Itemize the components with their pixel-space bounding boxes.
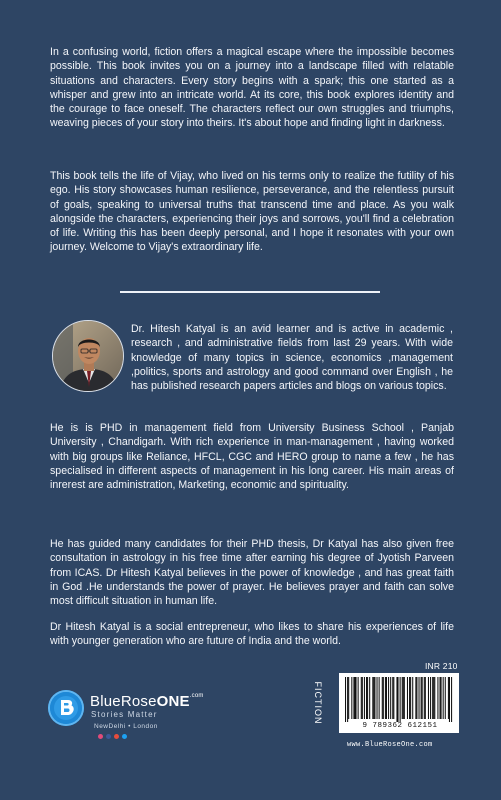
barcode-bar	[424, 677, 425, 719]
barcode-bar	[382, 677, 383, 719]
barcode-bar	[364, 677, 365, 719]
youtube-icon	[114, 734, 119, 739]
publisher-website: www.BlueRoseOne.com	[347, 741, 433, 749]
barcode-bar	[393, 677, 394, 719]
barcode-bar	[425, 677, 426, 719]
barcode-bar	[354, 677, 355, 719]
barcode-bar	[362, 677, 363, 719]
barcode-bar	[432, 677, 433, 719]
barcode-bar	[449, 677, 450, 723]
barcode-bar	[434, 677, 435, 719]
publisher-b-icon	[48, 690, 84, 726]
publisher-name-suffix: .com	[189, 693, 204, 699]
publisher-name-part1: BlueRose	[90, 693, 157, 710]
barcode-bar	[430, 677, 431, 719]
barcode-bar	[448, 677, 449, 719]
barcode-bar	[353, 677, 354, 719]
author-portrait-icon	[53, 321, 124, 392]
genre-label: FICTION	[313, 681, 323, 725]
barcode-bar	[428, 677, 429, 719]
barcode-bar	[383, 677, 384, 719]
barcode-bar	[347, 677, 348, 723]
facebook-icon	[106, 734, 111, 739]
publisher-logo	[48, 688, 238, 748]
barcode-bar	[388, 677, 389, 719]
barcode-bar	[396, 677, 397, 723]
barcode-bar	[379, 677, 380, 719]
barcode-bar	[402, 677, 403, 719]
barcode-bar	[400, 677, 401, 723]
barcode-bar	[369, 677, 370, 719]
barcode-bar	[345, 677, 346, 723]
author-bio-intro: Dr. Hitesh Katyal is an avid learner and is active in academic , research , and administrative fields from last 29 years. With wide knowledge of many topics in science, economics ,management ,politics, sports and astrology and good command over English , he has published research papers articles and blogs on various topics.	[131, 323, 453, 393]
barcode-bar	[367, 677, 368, 719]
barcode-bar	[385, 677, 386, 719]
author-bio-paragraph-3: He has guided many candidates for their PHD thesis, Dr Katyal has also given free consultation in astrology in his free time after earning his degree of Jyotish Parveen from ICAS. Dr Hitesh Katyal believes in the power of knowledge , and has great faith in God .He understands the power of prayer. He believes prayer and faith can solve most difficult situation in human life.	[50, 538, 454, 608]
twitter-icon	[122, 734, 127, 739]
publisher-locations: NewDelhi • London	[94, 723, 158, 730]
author-bio-paragraph-2: He is is PHD in management field from University Business School , Panjab University , Chandigarh. With rich experience in man-management , having worked with big groups like Reliance, HFCL, CGC and HERO group to name a few , he has specialised in different aspects of management in his long career. His main areas of inrerest are administration, Marketing, economic and spirituality.	[50, 422, 454, 492]
barcode-bar	[440, 677, 441, 719]
barcode-bar	[366, 677, 367, 719]
barcode-bar	[445, 677, 446, 719]
publisher-name-part2: ONE	[156, 693, 190, 710]
barcode-bar	[372, 677, 373, 719]
barcode-bar	[373, 677, 374, 719]
barcode-bar	[422, 677, 423, 719]
isbn-number: 9 789362 612151	[342, 722, 458, 730]
barcode-bar	[377, 677, 378, 719]
barcode-bar	[374, 677, 375, 719]
barcode-bar	[358, 677, 359, 719]
barcode-bar	[412, 677, 413, 719]
barcode-bar	[390, 677, 391, 719]
barcode-bar	[410, 677, 411, 719]
barcode-bar	[351, 677, 352, 719]
barcode-bar	[416, 677, 417, 719]
barcode-bar	[403, 677, 404, 719]
barcode-bar	[356, 677, 357, 719]
barcode-bar	[433, 677, 434, 719]
barcode-bar	[421, 677, 422, 719]
barcode-bar	[443, 677, 444, 719]
barcode-bar	[451, 677, 452, 723]
price-label: INR 210	[425, 661, 458, 671]
barcode-bar	[348, 677, 349, 719]
instagram-icon	[98, 734, 103, 739]
author-bio-paragraph-4: Dr Hitesh Katyal is a social entrepreneur, who likes to share his experiences of life with younger generation who are future of India and the world.	[50, 621, 454, 648]
barcode-bar	[361, 677, 362, 719]
barcode-bar	[386, 677, 387, 719]
barcode-bar	[407, 677, 408, 719]
barcode-bar	[404, 677, 405, 719]
barcode-bar	[409, 677, 410, 719]
barcode-bar	[441, 677, 442, 719]
barcode-bar	[437, 677, 438, 719]
barcode-icon	[339, 673, 459, 723]
section-divider	[120, 291, 380, 293]
publisher-name	[90, 693, 204, 710]
social-icons	[98, 734, 127, 739]
blurb-paragraph-2: This book tells the life of Vijay, who lived on his terms only to realize the futility of his ego. His story showcases human resilience, perseverance, and the relentless pursuit of goals, speaking to universal truths that transcend time and place. As you walk alongside the characters, experiencing their joys and sorrows, you'll find a celebration of life. Writing this has been deeply personal, and I hope it resonates with your own journey. Welcome to Vijay's extraordinary life.	[50, 170, 454, 254]
barcode-bar	[392, 677, 393, 719]
barcode-bar	[415, 677, 416, 719]
publisher-tagline: Stories Matter	[91, 710, 158, 719]
barcode-bar	[419, 677, 420, 719]
barcode-bar	[398, 677, 399, 723]
author-photo	[52, 320, 124, 392]
blurb-paragraph-1: In a confusing world, fiction offers a magical escape where the impossible becomes possible. This book invites you on a journey into a landscape filled with relatable situations and characters. Every story begins with a spark; this one started as a whisper and grew into an intricate world. At its core, this book explores identity and the courage to face oneself. The characters reflect our own struggles and triumphs, weaving pieces of your story into theirs. It's about hope and finding light in darkness.	[50, 46, 454, 130]
